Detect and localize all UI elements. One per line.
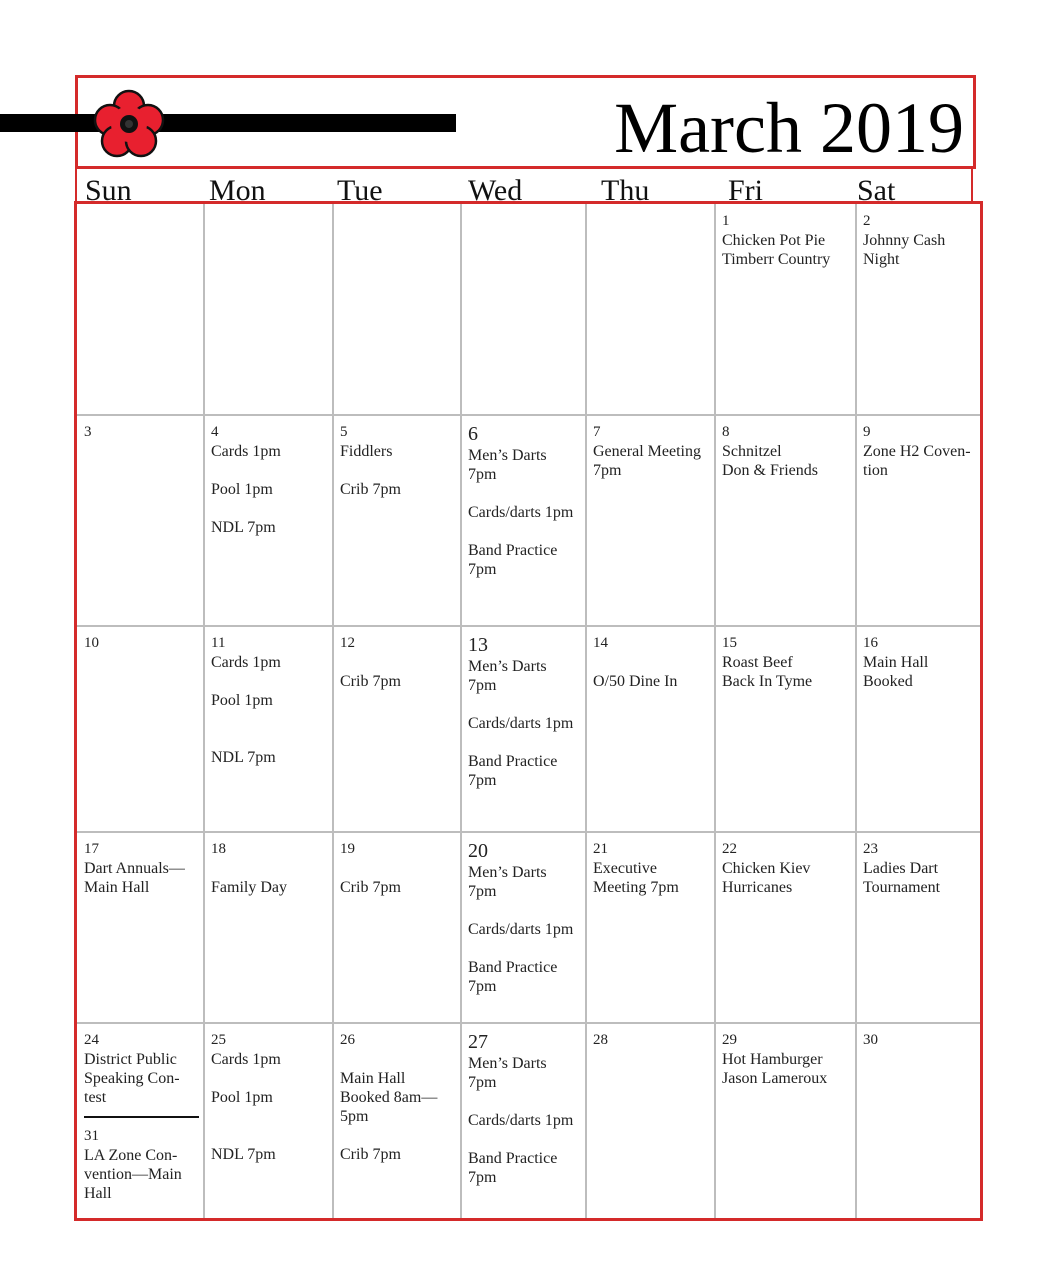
event-text: Chicken Kiev	[722, 860, 811, 877]
day-number: 17	[84, 841, 99, 857]
event-text: Booked	[863, 673, 913, 690]
event-text: Cards/darts 1pm	[468, 504, 574, 521]
day-number: 27	[468, 1031, 488, 1053]
event-text: Fiddlers	[340, 443, 393, 460]
spacer	[340, 1050, 457, 1069]
event-text: Crib 7pm	[340, 673, 401, 690]
header-bar	[0, 114, 456, 132]
calendar-day-cell	[204, 832, 333, 1023]
calendar-day-cell	[856, 1023, 983, 1218]
event-text: Schnitzel	[722, 443, 782, 460]
calendar-day-cell	[333, 1023, 461, 1218]
day-number: 3	[84, 424, 92, 440]
cell-separator	[84, 1116, 199, 1118]
day-number: 18	[211, 841, 226, 857]
calendar-day-cell	[77, 204, 204, 415]
weekday-mon: Mon	[209, 174, 266, 207]
event-text: Band Practice	[468, 753, 558, 770]
event-text: Cards/darts 1pm	[468, 921, 574, 938]
event-text: Family Day	[211, 879, 287, 896]
page-title: March 2019	[614, 88, 964, 168]
weekday-wed: Wed	[468, 174, 523, 207]
calendar-day-cell	[715, 626, 856, 832]
calendar-day-cell	[715, 1023, 856, 1218]
day-number: 21	[593, 841, 608, 857]
day-number: 5	[340, 424, 348, 440]
spacer	[211, 672, 329, 691]
event-text: Men’s Darts	[468, 864, 547, 881]
calendar-day-cell	[856, 415, 983, 626]
day-number: 29	[722, 1032, 737, 1048]
event-text: Speaking Con-	[84, 1070, 180, 1087]
calendar-grid	[74, 201, 983, 1221]
calendar-day-cell	[586, 832, 715, 1023]
event-text: tion	[863, 462, 888, 479]
calendar-day-cell	[586, 204, 715, 415]
weekday-header	[75, 168, 973, 207]
event-text: Band Practice	[468, 959, 558, 976]
event-text: 5pm	[340, 1108, 369, 1125]
event-text: Cards/darts 1pm	[468, 1112, 574, 1129]
event-text: Main Hall	[863, 654, 929, 671]
spacer	[468, 484, 582, 503]
event-text: Hot Hamburger	[722, 1051, 823, 1068]
day-number: 23	[863, 841, 878, 857]
event-text: Cards 1pm	[211, 1051, 281, 1068]
event-text: 7pm	[468, 677, 497, 694]
event-text: Timberr Country	[722, 251, 831, 268]
event-text: 7pm	[468, 883, 497, 900]
day-number: 6	[468, 423, 478, 445]
calendar-day-cell	[333, 626, 461, 832]
day-number: 31	[84, 1128, 99, 1144]
event-text: Johnny Cash	[863, 232, 946, 249]
poppy-icon	[90, 88, 168, 160]
calendar-day-cell	[204, 204, 333, 415]
spacer	[340, 1126, 457, 1145]
event-text: Band Practice	[468, 1150, 558, 1167]
calendar-day-cell	[586, 1023, 715, 1218]
day-number: 8	[722, 424, 730, 440]
day-number: 2	[863, 213, 871, 229]
event-text: Crib 7pm	[340, 879, 401, 896]
event-text: General Meeting	[593, 443, 701, 460]
spacer	[340, 653, 457, 672]
calendar-day-cell	[333, 832, 461, 1023]
calendar-day-cell	[715, 204, 856, 415]
weekday-sun: Sun	[85, 174, 132, 207]
event-text: 7pm	[468, 978, 497, 995]
calendar-day-cell	[461, 1023, 586, 1218]
event-text: Pool 1pm	[211, 692, 273, 709]
event-text: Band Practice	[468, 542, 558, 559]
calendar-day-cell	[715, 832, 856, 1023]
event-text: 7pm	[468, 1169, 497, 1186]
day-number: 26	[340, 1032, 355, 1048]
event-text: District Public	[84, 1051, 177, 1068]
day-number: 10	[84, 635, 99, 651]
spacer	[340, 461, 457, 480]
event-text: Cards 1pm	[211, 654, 281, 671]
event-text: Cards 1pm	[211, 443, 281, 460]
event-text: NDL 7pm	[211, 749, 276, 766]
calendar-day-cell	[856, 626, 983, 832]
event-text: Night	[863, 251, 900, 268]
event-text: NDL 7pm	[211, 519, 276, 536]
event-text: LA Zone Con-	[84, 1147, 178, 1164]
spacer	[468, 733, 582, 752]
event-text: Meeting 7pm	[593, 879, 679, 896]
calendar-day-cell	[461, 832, 586, 1023]
weekday-tue: Tue	[337, 174, 383, 207]
calendar-day-cell	[333, 415, 461, 626]
event-text: Executive	[593, 860, 657, 877]
event-text: 7pm	[468, 1074, 497, 1091]
event-text: Main Hall	[84, 879, 150, 896]
calendar-day-cell	[856, 204, 983, 415]
event-text: Pool 1pm	[211, 1089, 273, 1106]
event-text: Chicken Pot Pie	[722, 232, 826, 249]
event-text: Crib 7pm	[340, 1146, 401, 1163]
spacer	[468, 695, 582, 714]
event-text: Don & Friends	[722, 462, 818, 479]
event-text: Tournament	[863, 879, 941, 896]
day-number: 22	[722, 841, 737, 857]
calendar-day-cell	[77, 1023, 204, 1218]
event-text: Jason Lameroux	[722, 1070, 828, 1087]
spacer	[340, 859, 457, 878]
calendar-day-cell	[204, 626, 333, 832]
calendar-day-cell	[77, 626, 204, 832]
event-text: Men’s Darts	[468, 658, 547, 675]
calendar-day-cell	[204, 1023, 333, 1218]
weekday-fri: Fri	[728, 174, 764, 207]
event-text: Zone H2 Coven-	[863, 443, 971, 460]
event-text: 7pm	[468, 466, 497, 483]
spacer	[211, 729, 329, 748]
event-text: Men’s Darts	[468, 1055, 547, 1072]
calendar-day-cell	[77, 832, 204, 1023]
day-number: 9	[863, 424, 871, 440]
event-text: Ladies Dart	[863, 860, 939, 877]
day-number: 28	[593, 1032, 608, 1048]
event-text: Cards/darts 1pm	[468, 715, 574, 732]
spacer	[211, 1107, 329, 1126]
spacer	[468, 939, 582, 958]
calendar-day-cell	[586, 415, 715, 626]
day-number: 1	[722, 213, 730, 229]
weekday-thu: Thu	[601, 174, 650, 207]
event-text: Hall	[84, 1185, 112, 1202]
event-text: 7pm	[468, 561, 497, 578]
day-number: 19	[340, 841, 355, 857]
event-text: vention—Main	[84, 1166, 182, 1183]
event-text: Booked 8am—	[340, 1089, 438, 1106]
spacer	[468, 901, 582, 920]
day-number: 25	[211, 1032, 226, 1048]
event-text: NDL 7pm	[211, 1146, 276, 1163]
spacer	[211, 1069, 329, 1088]
spacer	[211, 1126, 329, 1145]
event-text: 7pm	[593, 462, 622, 479]
day-number: 30	[863, 1032, 878, 1048]
event-text: Men’s Darts	[468, 447, 547, 464]
day-number: 7	[593, 424, 601, 440]
event-text: O/50 Dine In	[593, 673, 678, 690]
day-number: 12	[340, 635, 355, 651]
calendar-day-cell	[77, 415, 204, 626]
calendar-day-cell	[586, 626, 715, 832]
calendar-day-cell	[461, 415, 586, 626]
calendar-day-cell	[856, 832, 983, 1023]
spacer	[593, 653, 711, 672]
spacer	[211, 499, 329, 518]
spacer	[211, 710, 329, 729]
spacer	[468, 1130, 582, 1149]
spacer	[468, 522, 582, 541]
event-text: 7pm	[468, 772, 497, 789]
event-text: Dart Annuals—	[84, 860, 185, 877]
event-text: Back In Tyme	[722, 673, 813, 690]
day-number: 15	[722, 635, 737, 651]
event-text: Pool 1pm	[211, 481, 273, 498]
calendar-day-cell	[461, 204, 586, 415]
event-text: Roast Beef	[722, 654, 793, 671]
calendar-day-cell	[461, 626, 586, 832]
calendar-day-cell	[204, 415, 333, 626]
calendar-day-cell	[333, 204, 461, 415]
day-number: 24	[84, 1032, 99, 1048]
event-text: Hurricanes	[722, 879, 793, 896]
spacer	[211, 461, 329, 480]
weekday-sat: Sat	[857, 174, 896, 207]
event-text: test	[84, 1089, 107, 1106]
day-number: 20	[468, 840, 488, 862]
day-number: 4	[211, 424, 219, 440]
day-number: 11	[211, 635, 226, 651]
spacer	[211, 859, 329, 878]
spacer	[468, 1092, 582, 1111]
day-number: 14	[593, 635, 608, 651]
event-text: Crib 7pm	[340, 481, 401, 498]
day-number: 16	[863, 635, 878, 651]
calendar-day-cell	[715, 415, 856, 626]
event-text: Main Hall	[340, 1070, 406, 1087]
day-number: 13	[468, 634, 488, 656]
